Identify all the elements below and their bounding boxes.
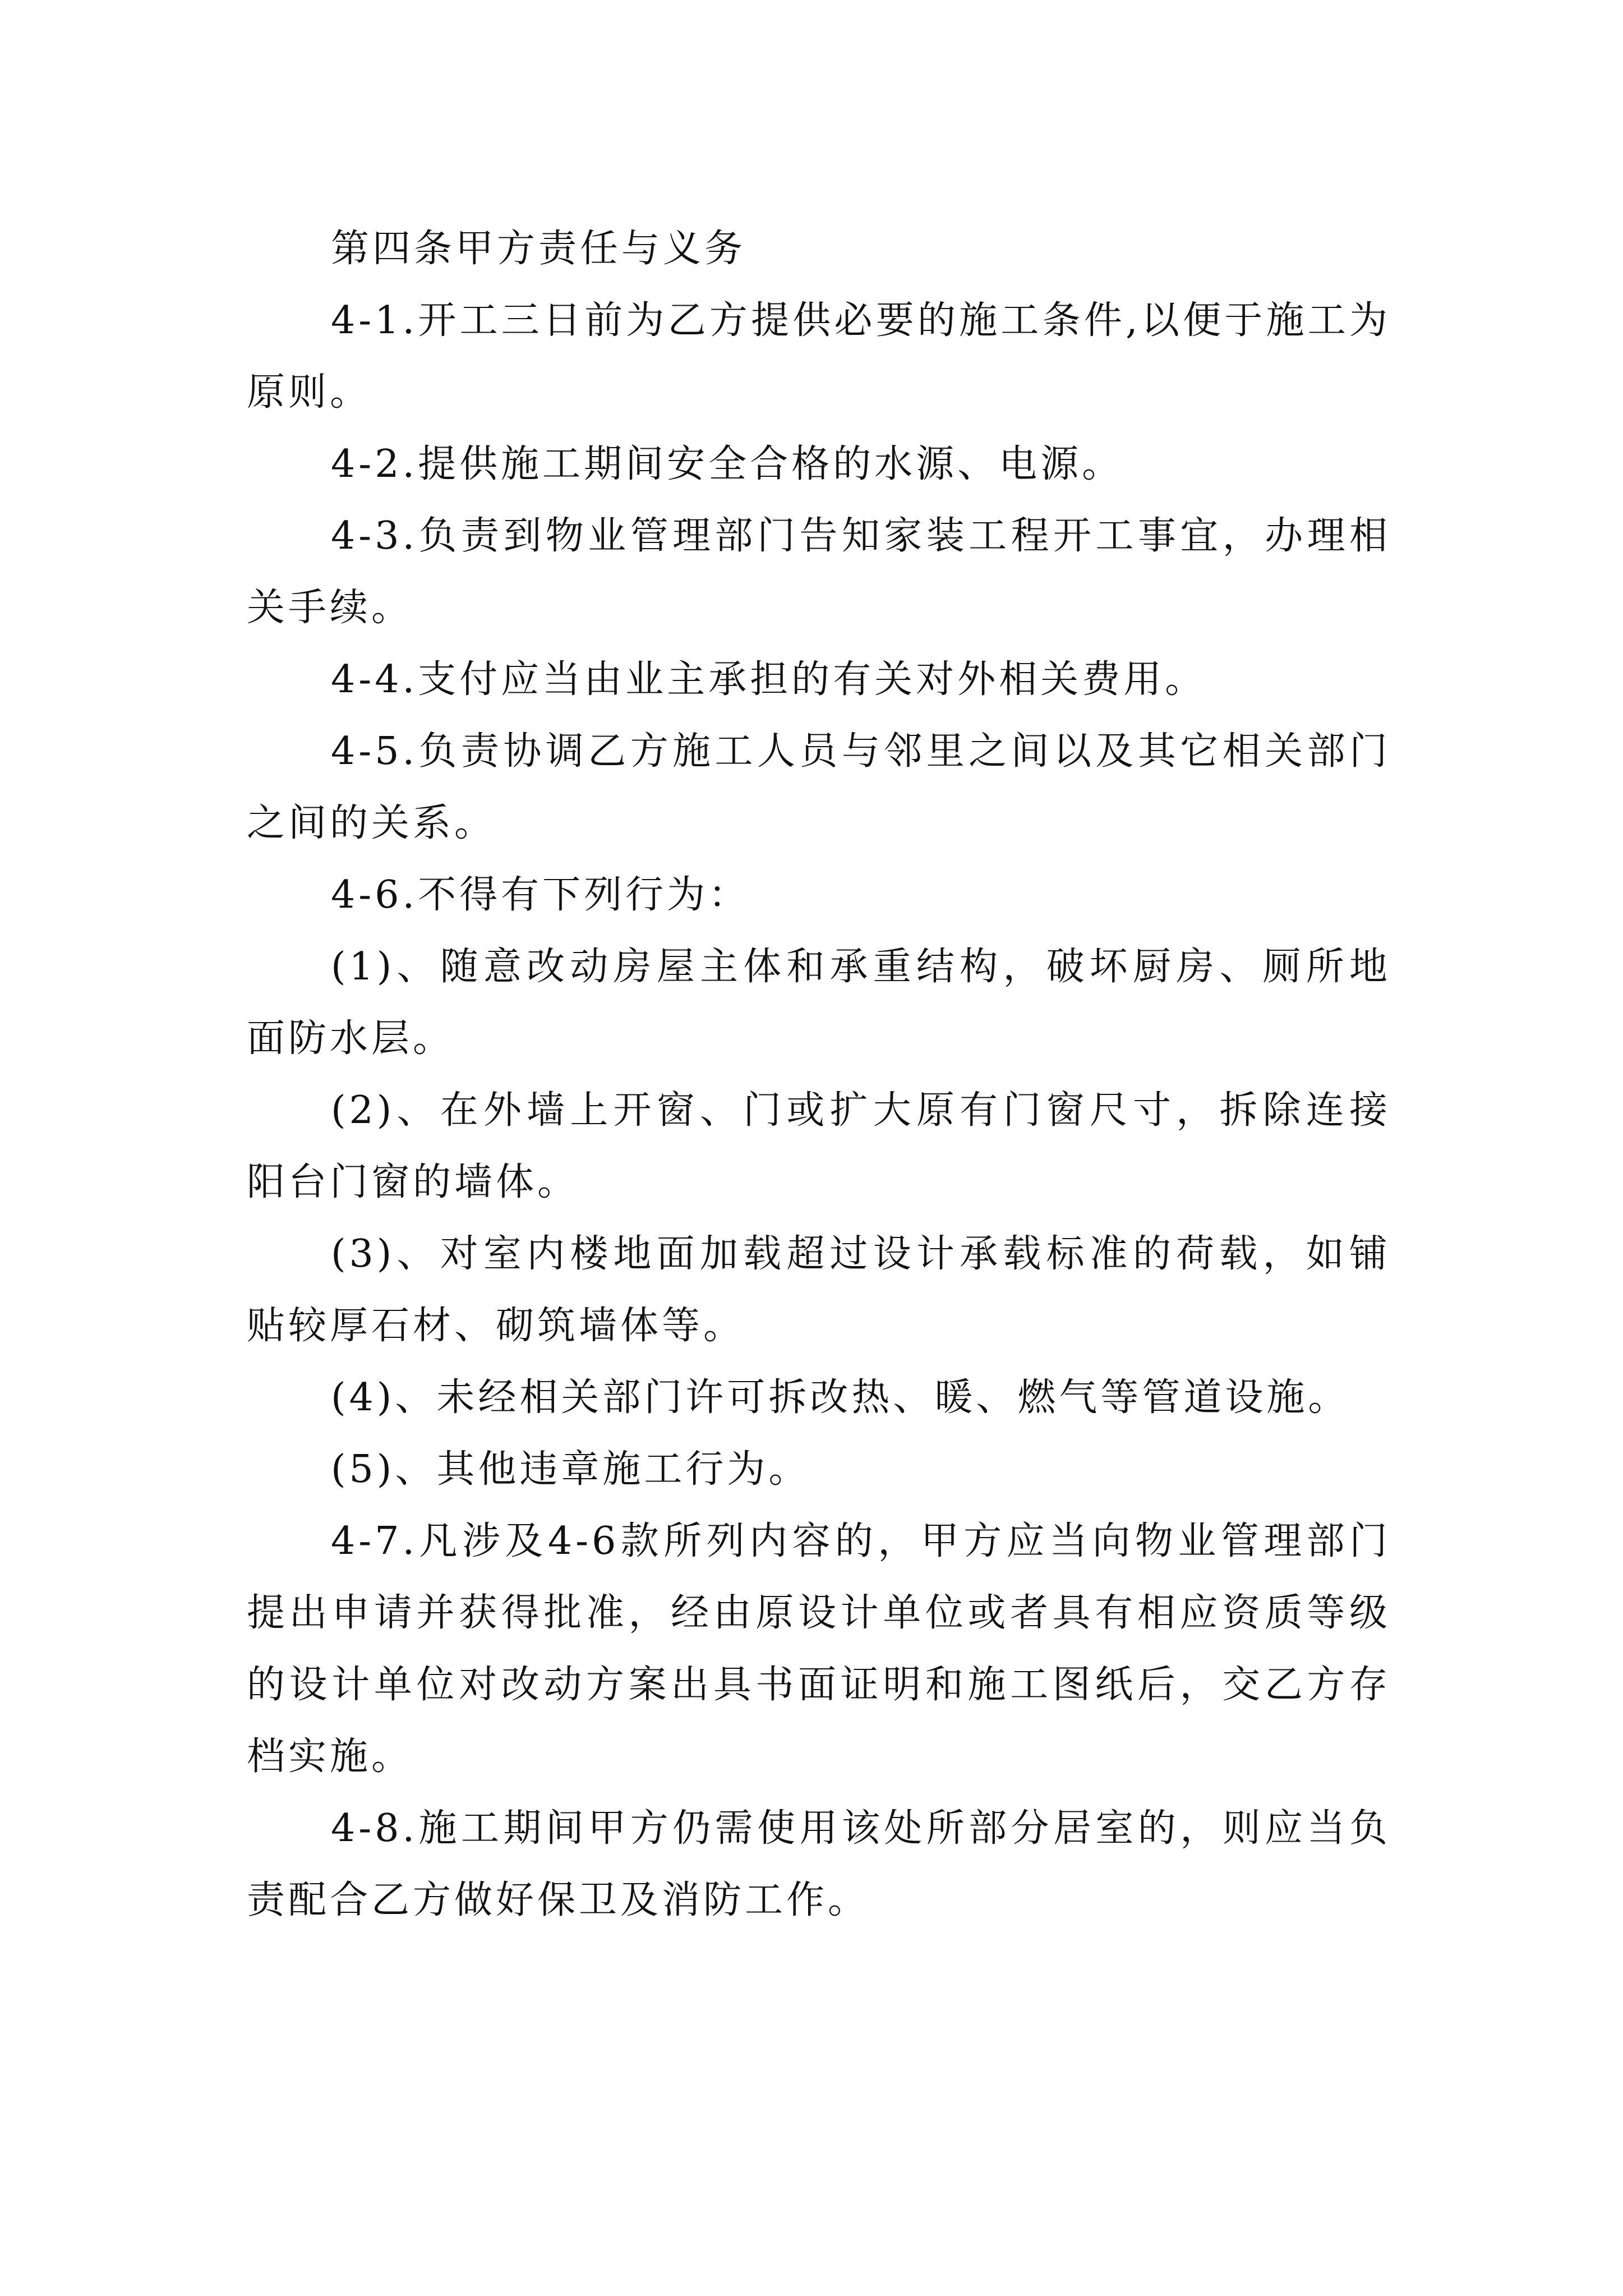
clause-4-6-item-5: (5)、其他违章施工行为。 [331,1447,810,1492]
clause-4-1: 4-1.开工三日前为乙方提供必要的施工条件,以便于施工为原则。 [247,298,1391,415]
document-body [247,213,1391,1936]
clause-4-3: 4-3.负责到物业管理部门告知家装工程开工事宜，办理相关手续。 [247,514,1391,630]
clause-4-6-item-2: (2)、在外墙上开窗、门或扩大原有门窗尺寸，拆除连接阳台门窗的墙体。 [247,1088,1391,1204]
clause-4-6-item-3: (3)、对室内楼地面加载超过设计承载标准的荷载，如铺贴较厚石材、砌筑墙体等。 [247,1232,1391,1348]
clause-4-7: 4-7.凡涉及4-6款所列内容的，甲方应当向物业管理部门提出申请并获得批准，经由原设计单位或者具有相应资质等级的设计单位对改动方案出具书面证明和施工图纸后，交乙方存档实施。 [247,1519,1391,1779]
section-heading: 第四条甲方责任与义务 [331,227,746,271]
clause-4-6-item-4: (4)、未经相关部门许可拆改热、暖、燃气等管道设施。 [331,1375,1350,1420]
clause-4-5: 4-5.负责协调乙方施工人员与邻里之间以及其它相关部门之间的关系。 [247,729,1391,845]
clause-4-4: 4-4.支付应当由业主承担的有关对外相关费用。 [331,657,1207,702]
clause-4-6-item-1: (1)、随意改动房屋主体和承重结构，破坏厨房、厕所地面防水层。 [247,945,1391,1061]
clause-4-2: 4-2.提供施工期间安全合格的水源、电源。 [331,442,1124,486]
clause-4-8: 4-8.施工期间甲方仍需使用该处所部分居室的，则应当负责配合乙方做好保卫及消防工作。 [247,1806,1391,1922]
clause-4-6: 4-6.不得有下列行为： [331,873,750,917]
